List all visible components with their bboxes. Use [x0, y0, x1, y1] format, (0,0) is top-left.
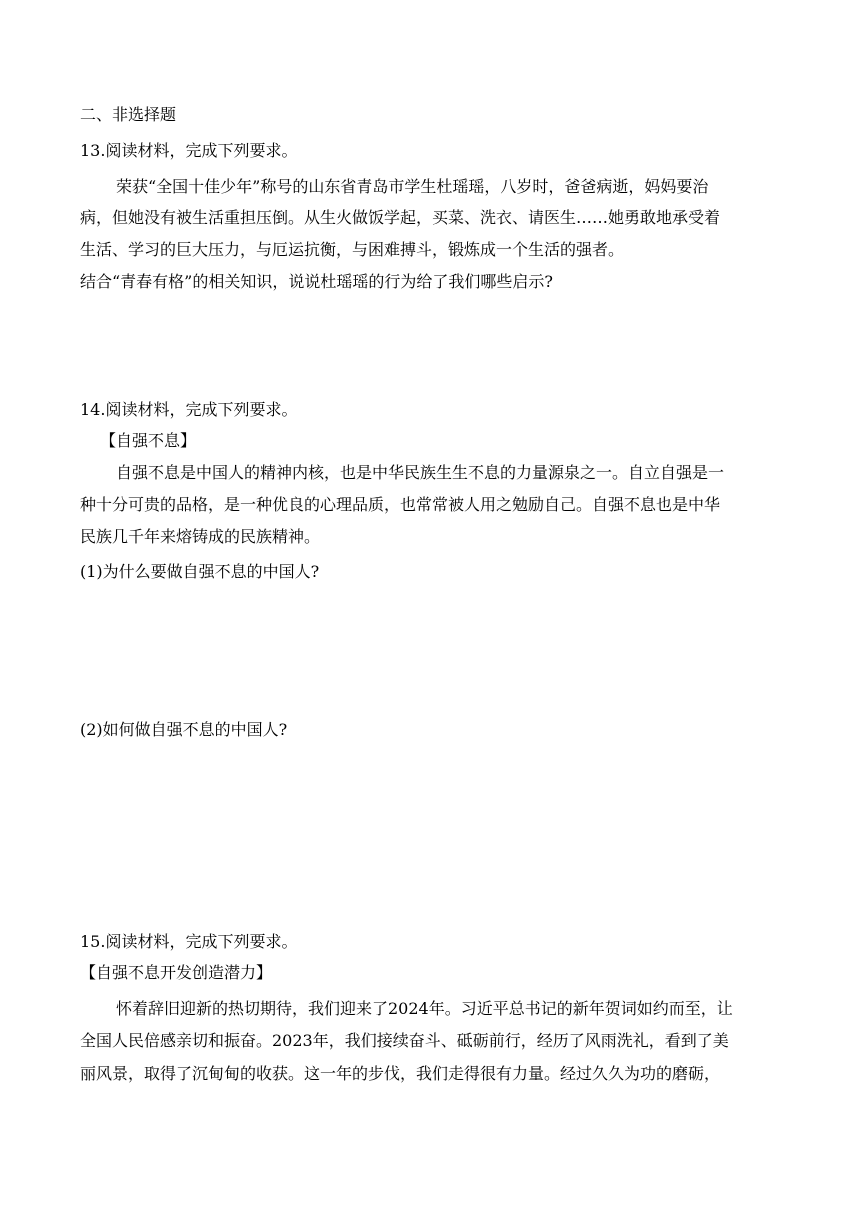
question-14-material-line: 民族几千年来熔铸成的民族精神。: [80, 527, 321, 546]
question-13-material-line: 生活、学习的巨大压力，与厄运抗衡，与困难搏斗，锻炼成一个生活的强者。: [80, 240, 625, 259]
question-13-question: 结合“青春有格”的相关知识，说说杜瑶瑶的行为给了我们哪些启示?: [80, 272, 553, 291]
question-14-material-line: 种十分可贵的品格，是一种优良的心理品质，也常常被人用之勉励自己。自强不息也是中华: [80, 495, 721, 514]
question-15-material-line: 怀着辞旧迎新的热切期待，我们迎来了2024年。习近平总书记的新年贺词如约而至，让: [116, 999, 733, 1018]
section-heading: 二、非选择题: [80, 105, 177, 124]
question-14-prompt: 14.阅读材料，完成下列要求。: [80, 400, 298, 419]
question-15-material-line: 丽风景，取得了沉甸甸的收获。这一年的步伐，我们走得很有力量。经过久久为功的磨砺，: [80, 1064, 721, 1083]
question-13-material-line: 荣获“全国十佳少年”称号的山东省青岛市学生杜瑶瑶，八岁时，爸爸病逝，妈妈要治: [116, 177, 709, 196]
question-13-prompt: 13.阅读材料，完成下列要求。: [80, 141, 298, 160]
question-14-material-line: 自强不息是中国人的精神内核，也是中华民族生生不息的力量源泉之一。自立自强是一: [116, 463, 725, 482]
question-15-material-title: 【自强不息开发创造潜力】: [80, 963, 273, 982]
question-14-sub-question-1: (1)为什么要做自强不息的中国人?: [80, 562, 320, 581]
question-13-material-line: 病，但她没有被生活重担压倒。从生火做饭学起，买菜、洗衣、请医生……她勇敢地承受着: [80, 208, 721, 227]
question-14-sub-question-2: (2)如何做自强不息的中国人?: [80, 720, 288, 739]
question-15-prompt: 15.阅读材料，完成下列要求。: [80, 932, 298, 951]
question-15-material-line: 全国人民倍感亲切和振奋。2023年，我们接续奋斗、砥砺前行，经历了风雨洗礼，看到了美: [80, 1031, 729, 1050]
question-14-material-title: 【自强不息】: [100, 431, 197, 450]
